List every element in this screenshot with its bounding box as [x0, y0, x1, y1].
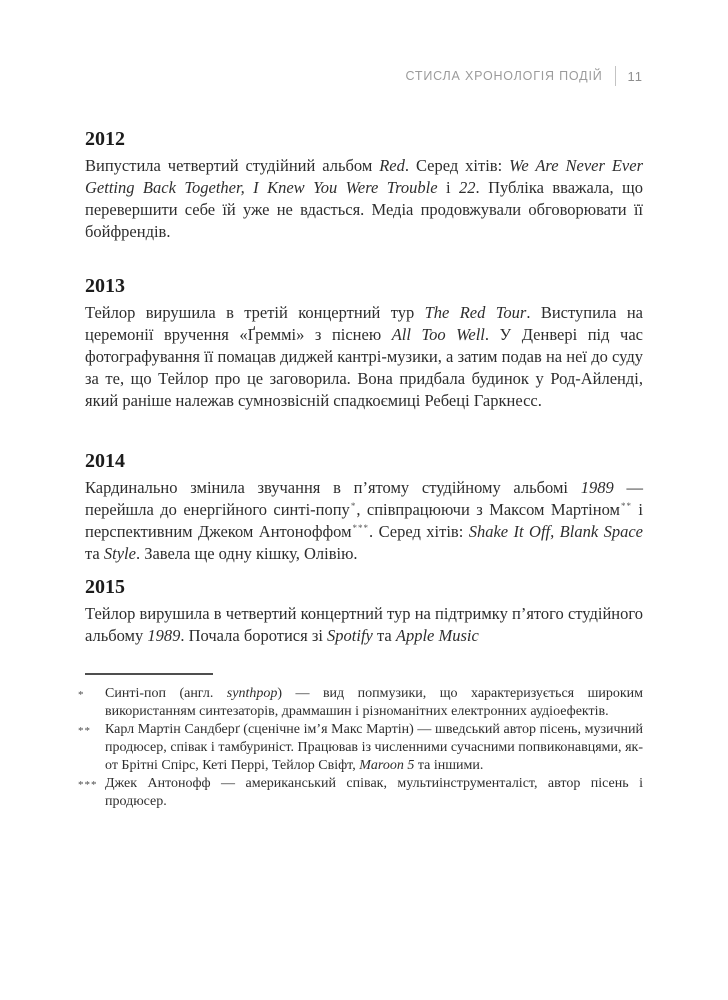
section-paragraph: Тейлор вирушила в третій концертний тур The Red Tour. Виступила на церемонії вручення «Ґреммі» з піснею All Too Well. У Денвері під час фотографування її помацав диджей кантрі-музики, а затим подав на неї до суду за те, що Тейлор про це заговорила. Вона придбала будинок у Род-Айленді, який раніше належав сумнозвісній спадкоємиці Ребеці Гаркнесс. — [85, 303, 643, 410]
running-header — [85, 0, 643, 86]
footnote-separator — [85, 673, 213, 675]
footnote-text: Карл Мартін Сандберґ (сценічне ім’я Макс Мартін) — шведський автор пісень, музичний продюсер, співак і тамбуриніст. Працював із численними сучасними попвиконавцями, як-от Брітні Спірс, Кеті Перрі, Тейлор Свіфт, Maroon 5 та іншими. — [105, 722, 643, 773]
timeline-section-2013 — [85, 274, 643, 412]
footnote — [78, 775, 643, 811]
footnote-marker: *** — [78, 779, 98, 791]
year-heading: 2014 — [85, 450, 125, 472]
chapter-title: СТИСЛА ХРОНОЛОГІЯ ПОДІЙ — [405, 69, 603, 83]
footnote-marker: ** — [78, 725, 91, 737]
section-paragraph: Випустила четвертий студійний альбом Red. Серед хітів: We Are Never Ever Getting Back Together, I Knew You Were Trouble і 22. Публіка вважала, що перевершити себе їй уже не вдасться. Медіа продовжували обговорювати її бойфрендів. — [85, 156, 643, 241]
footnote — [78, 721, 643, 775]
timeline-section-2014 — [85, 449, 643, 565]
footnote-marker: * — [78, 689, 85, 701]
page-content — [78, 0, 644, 811]
page-number: 11 — [627, 68, 643, 84]
header-divider — [615, 66, 616, 86]
year-heading: 2013 — [85, 275, 125, 297]
footnote-text: Синті-поп (англ. synthpop) — вид попмузики, що характеризується широким використанням синтезаторів, драммашин і різноманітних електронних аудіоефектів. — [105, 686, 643, 719]
footnote-block — [78, 673, 643, 811]
footnote — [78, 685, 643, 721]
timeline-section-2015 — [85, 575, 643, 647]
section-paragraph: Тейлор вирушила в четвертий концертний тур на підтримку п’ятого студійного альбому 1989. Почала боротися зі Spotify та Apple Music — [85, 604, 643, 645]
timeline-section-2012 — [85, 127, 643, 243]
year-heading: 2012 — [85, 128, 125, 150]
year-heading: 2015 — [85, 576, 125, 598]
footnote-text: Джек Антонофф — американський співак, мультиінструменталіст, автор пісень і продюсер. — [105, 776, 643, 809]
section-paragraph: Кардинально змінила звучання в п’ятому студійному альбомі 1989 — перейшла до енергійного синті-попу*, співпрацюючи з Максом Мартіном** і перспективним Джеком Антоноффом***. Серед хітів: Shake It Off, Blank Space та Style. Завела ще одну кішку, Олівію. — [85, 478, 644, 563]
